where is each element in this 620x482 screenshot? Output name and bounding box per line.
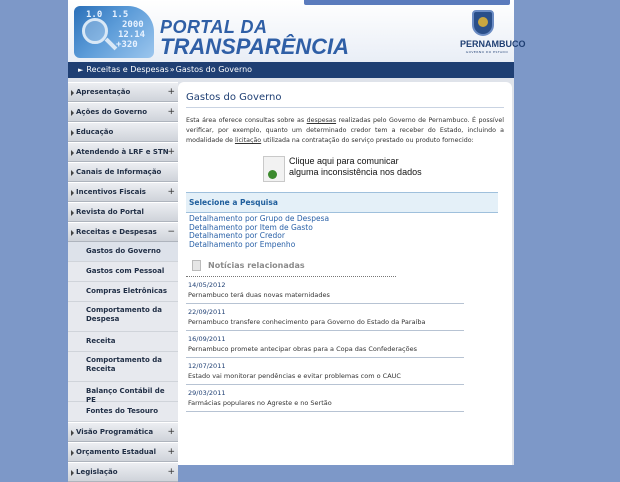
search-link-item-gasto[interactable]: Detalhamento por Item de Gasto bbox=[189, 222, 313, 232]
licitacao-link[interactable]: licitação bbox=[234, 137, 262, 144]
subitem-gastos-governo[interactable]: Gastos do Governo bbox=[68, 242, 178, 262]
sidebar-item-label: Educação bbox=[76, 128, 114, 136]
logo-number: 1.5 bbox=[112, 10, 129, 20]
intro-text: realizadas pelo Governo de Pernambuco. É possível verificar, por exemplo, quanto um determinado credor tem a receber do Estado, incluindo a modalidade de bbox=[186, 117, 504, 144]
state-name: PERNAMBUCO bbox=[460, 39, 526, 49]
intro-text: utilizada na contratação do serviço prestado ou produto fornecido: bbox=[261, 137, 474, 144]
search-selection-box bbox=[186, 192, 498, 251]
breadcrumb-current: Gastos do Governo bbox=[175, 65, 253, 74]
sidebar-item-receitas-despesas[interactable] bbox=[68, 222, 178, 242]
logo-number: 12.14 bbox=[118, 30, 146, 40]
sidebar-item-acoes[interactable] bbox=[68, 102, 178, 122]
sidebar-item-label: Receitas e Despesas bbox=[76, 228, 157, 236]
search-link-grupo-despesa[interactable]: Detalhamento por Grupo de Despesa bbox=[189, 214, 330, 223]
bullet-icon bbox=[71, 470, 74, 476]
news-item[interactable] bbox=[186, 331, 464, 358]
sidebar-item-label: Ações do Governo bbox=[76, 108, 148, 116]
bullet-icon bbox=[71, 210, 74, 216]
bullet-icon bbox=[71, 430, 74, 436]
bullet-icon bbox=[71, 90, 74, 96]
logo-number: 1.0 bbox=[86, 10, 103, 20]
sidebar-menu bbox=[68, 82, 178, 477]
expand-icon: + bbox=[167, 187, 175, 197]
sidebar-item-label: Visão Programática bbox=[76, 428, 154, 436]
search-link-credor[interactable]: Detalhamento por Credor bbox=[189, 231, 285, 240]
sidebar-item-label: Apresentação bbox=[76, 88, 131, 96]
news-headline[interactable]: Farmácias populares no Agreste e no Sertão bbox=[188, 399, 332, 407]
news-headline[interactable]: Pernambuco transfere conhecimento para Governo do Estado da Paraíba bbox=[188, 318, 426, 326]
main-content bbox=[178, 82, 512, 465]
related-news-header bbox=[186, 259, 396, 277]
intro-paragraph bbox=[186, 116, 504, 146]
portal-title[interactable] bbox=[160, 18, 349, 58]
sidebar-item-label: Orçamento Estadual bbox=[76, 448, 157, 456]
sidebar-item-label: Incentivos Fiscais bbox=[76, 188, 146, 196]
bullet-icon bbox=[71, 170, 74, 176]
collapse-icon: − bbox=[167, 227, 175, 237]
subitem-balanco-contabil[interactable]: Balanço Contábil de PE bbox=[68, 382, 178, 402]
state-coat-of-arms-icon[interactable] bbox=[472, 10, 494, 36]
news-item[interactable] bbox=[186, 385, 464, 412]
sidebar-item-legislacao[interactable] bbox=[68, 462, 178, 482]
page-title: Gastos do Governo bbox=[186, 92, 504, 108]
sidebar-item-incentivos[interactable] bbox=[68, 182, 178, 202]
news-item[interactable] bbox=[186, 277, 464, 304]
report-document-icon bbox=[263, 156, 285, 182]
breadcrumb-link-receitas[interactable]: Receitas e Despesas bbox=[86, 65, 169, 74]
site-header bbox=[68, 0, 526, 62]
sidebar-item-label: Canais de Informação bbox=[76, 168, 162, 176]
news-item[interactable] bbox=[186, 358, 464, 385]
news-headline[interactable]: Estado vai monitorar pendências e evitar problemas com o CAUC bbox=[188, 372, 401, 380]
news-date: 29/03/2011 bbox=[188, 389, 226, 397]
bullet-icon bbox=[71, 450, 74, 456]
news-headline[interactable]: Pernambuco terá duas novas maternidades bbox=[188, 291, 330, 299]
search-links-list bbox=[186, 213, 498, 251]
news-document-icon bbox=[192, 260, 201, 271]
breadcrumb-separator: » bbox=[169, 65, 175, 74]
expand-icon: + bbox=[167, 107, 175, 117]
submenu-receitas-despesas bbox=[68, 242, 178, 422]
bullet-icon bbox=[71, 230, 74, 236]
report-line1: Clique aqui para comunicar bbox=[289, 156, 399, 166]
portal-title-line2: TRANSPARÊNCIA bbox=[160, 34, 350, 59]
subitem-gastos-pessoal[interactable]: Gastos com Pessoal bbox=[68, 262, 178, 282]
news-date: 12/07/2011 bbox=[188, 362, 226, 370]
expand-icon: + bbox=[167, 467, 175, 477]
bullet-icon bbox=[71, 190, 74, 196]
news-item[interactable] bbox=[186, 304, 464, 331]
subitem-comportamento-despesa[interactable]: Comportamento da Despesa bbox=[68, 302, 178, 332]
sidebar-item-label: Atendendo à LRF e STN bbox=[76, 148, 169, 156]
news-headline[interactable]: Pernambuco promete antecipar obras para a Copa das Confederações bbox=[188, 345, 417, 353]
logo-number: 2000 bbox=[122, 20, 144, 30]
sidebar-item-visao-programatica[interactable] bbox=[68, 422, 178, 442]
sidebar-item-label: Revista do Portal bbox=[76, 208, 144, 216]
related-news-title: Notícias relacionadas bbox=[208, 261, 305, 270]
subitem-compras-eletronicas[interactable]: Compras Eletrônicas bbox=[68, 282, 178, 302]
subitem-fontes-tesouro[interactable]: Fontes do Tesouro bbox=[68, 402, 178, 422]
expand-icon: + bbox=[167, 427, 175, 437]
news-date: 16/09/2011 bbox=[188, 335, 226, 343]
expand-icon: + bbox=[167, 147, 175, 157]
news-date: 22/09/2011 bbox=[188, 308, 226, 316]
intro-text: Esta área oferece consultas sobre as bbox=[186, 117, 307, 124]
portal-title-line1: PORTAL DA bbox=[160, 17, 268, 37]
search-link-empenho[interactable]: Detalhamento por Empenho bbox=[189, 239, 296, 249]
logo-number: +320 bbox=[116, 40, 138, 50]
news-date: 14/05/2012 bbox=[188, 281, 226, 289]
bullet-icon bbox=[71, 130, 74, 136]
subitem-comportamento-receita[interactable]: Comportamento da Receita bbox=[68, 352, 178, 382]
sidebar-item-label: Legislação bbox=[76, 468, 118, 476]
sidebar-item-canais[interactable] bbox=[68, 162, 178, 182]
top-accent-bar bbox=[304, 0, 510, 5]
bullet-icon bbox=[71, 110, 74, 116]
bullet-icon bbox=[71, 150, 74, 156]
breadcrumb-arrow-icon: ► bbox=[78, 66, 84, 74]
breadcrumb bbox=[68, 62, 514, 78]
sidebar-item-orcamento[interactable] bbox=[68, 442, 178, 462]
despesas-link[interactable]: despesas bbox=[306, 117, 337, 124]
page-container bbox=[68, 0, 526, 477]
sidebar-item-revista[interactable] bbox=[68, 202, 178, 222]
sidebar-item-lrf-stn[interactable] bbox=[68, 142, 178, 162]
sidebar-item-apresentacao[interactable] bbox=[68, 82, 178, 102]
sidebar-item-educacao[interactable] bbox=[68, 122, 178, 142]
portal-logo-graphic[interactable] bbox=[74, 6, 154, 58]
expand-icon: + bbox=[167, 447, 175, 457]
subitem-receita[interactable]: Receita bbox=[68, 332, 178, 352]
search-selection-title: Selecione a Pesquisa bbox=[186, 193, 498, 213]
report-inconsistency-text bbox=[289, 156, 422, 178]
state-subtitle: GOVERNO DO ESTADO bbox=[465, 50, 509, 54]
report-inconsistency-link[interactable] bbox=[263, 154, 504, 184]
report-line2: alguma inconsistência nos dados bbox=[289, 167, 422, 177]
expand-icon: + bbox=[167, 87, 175, 97]
